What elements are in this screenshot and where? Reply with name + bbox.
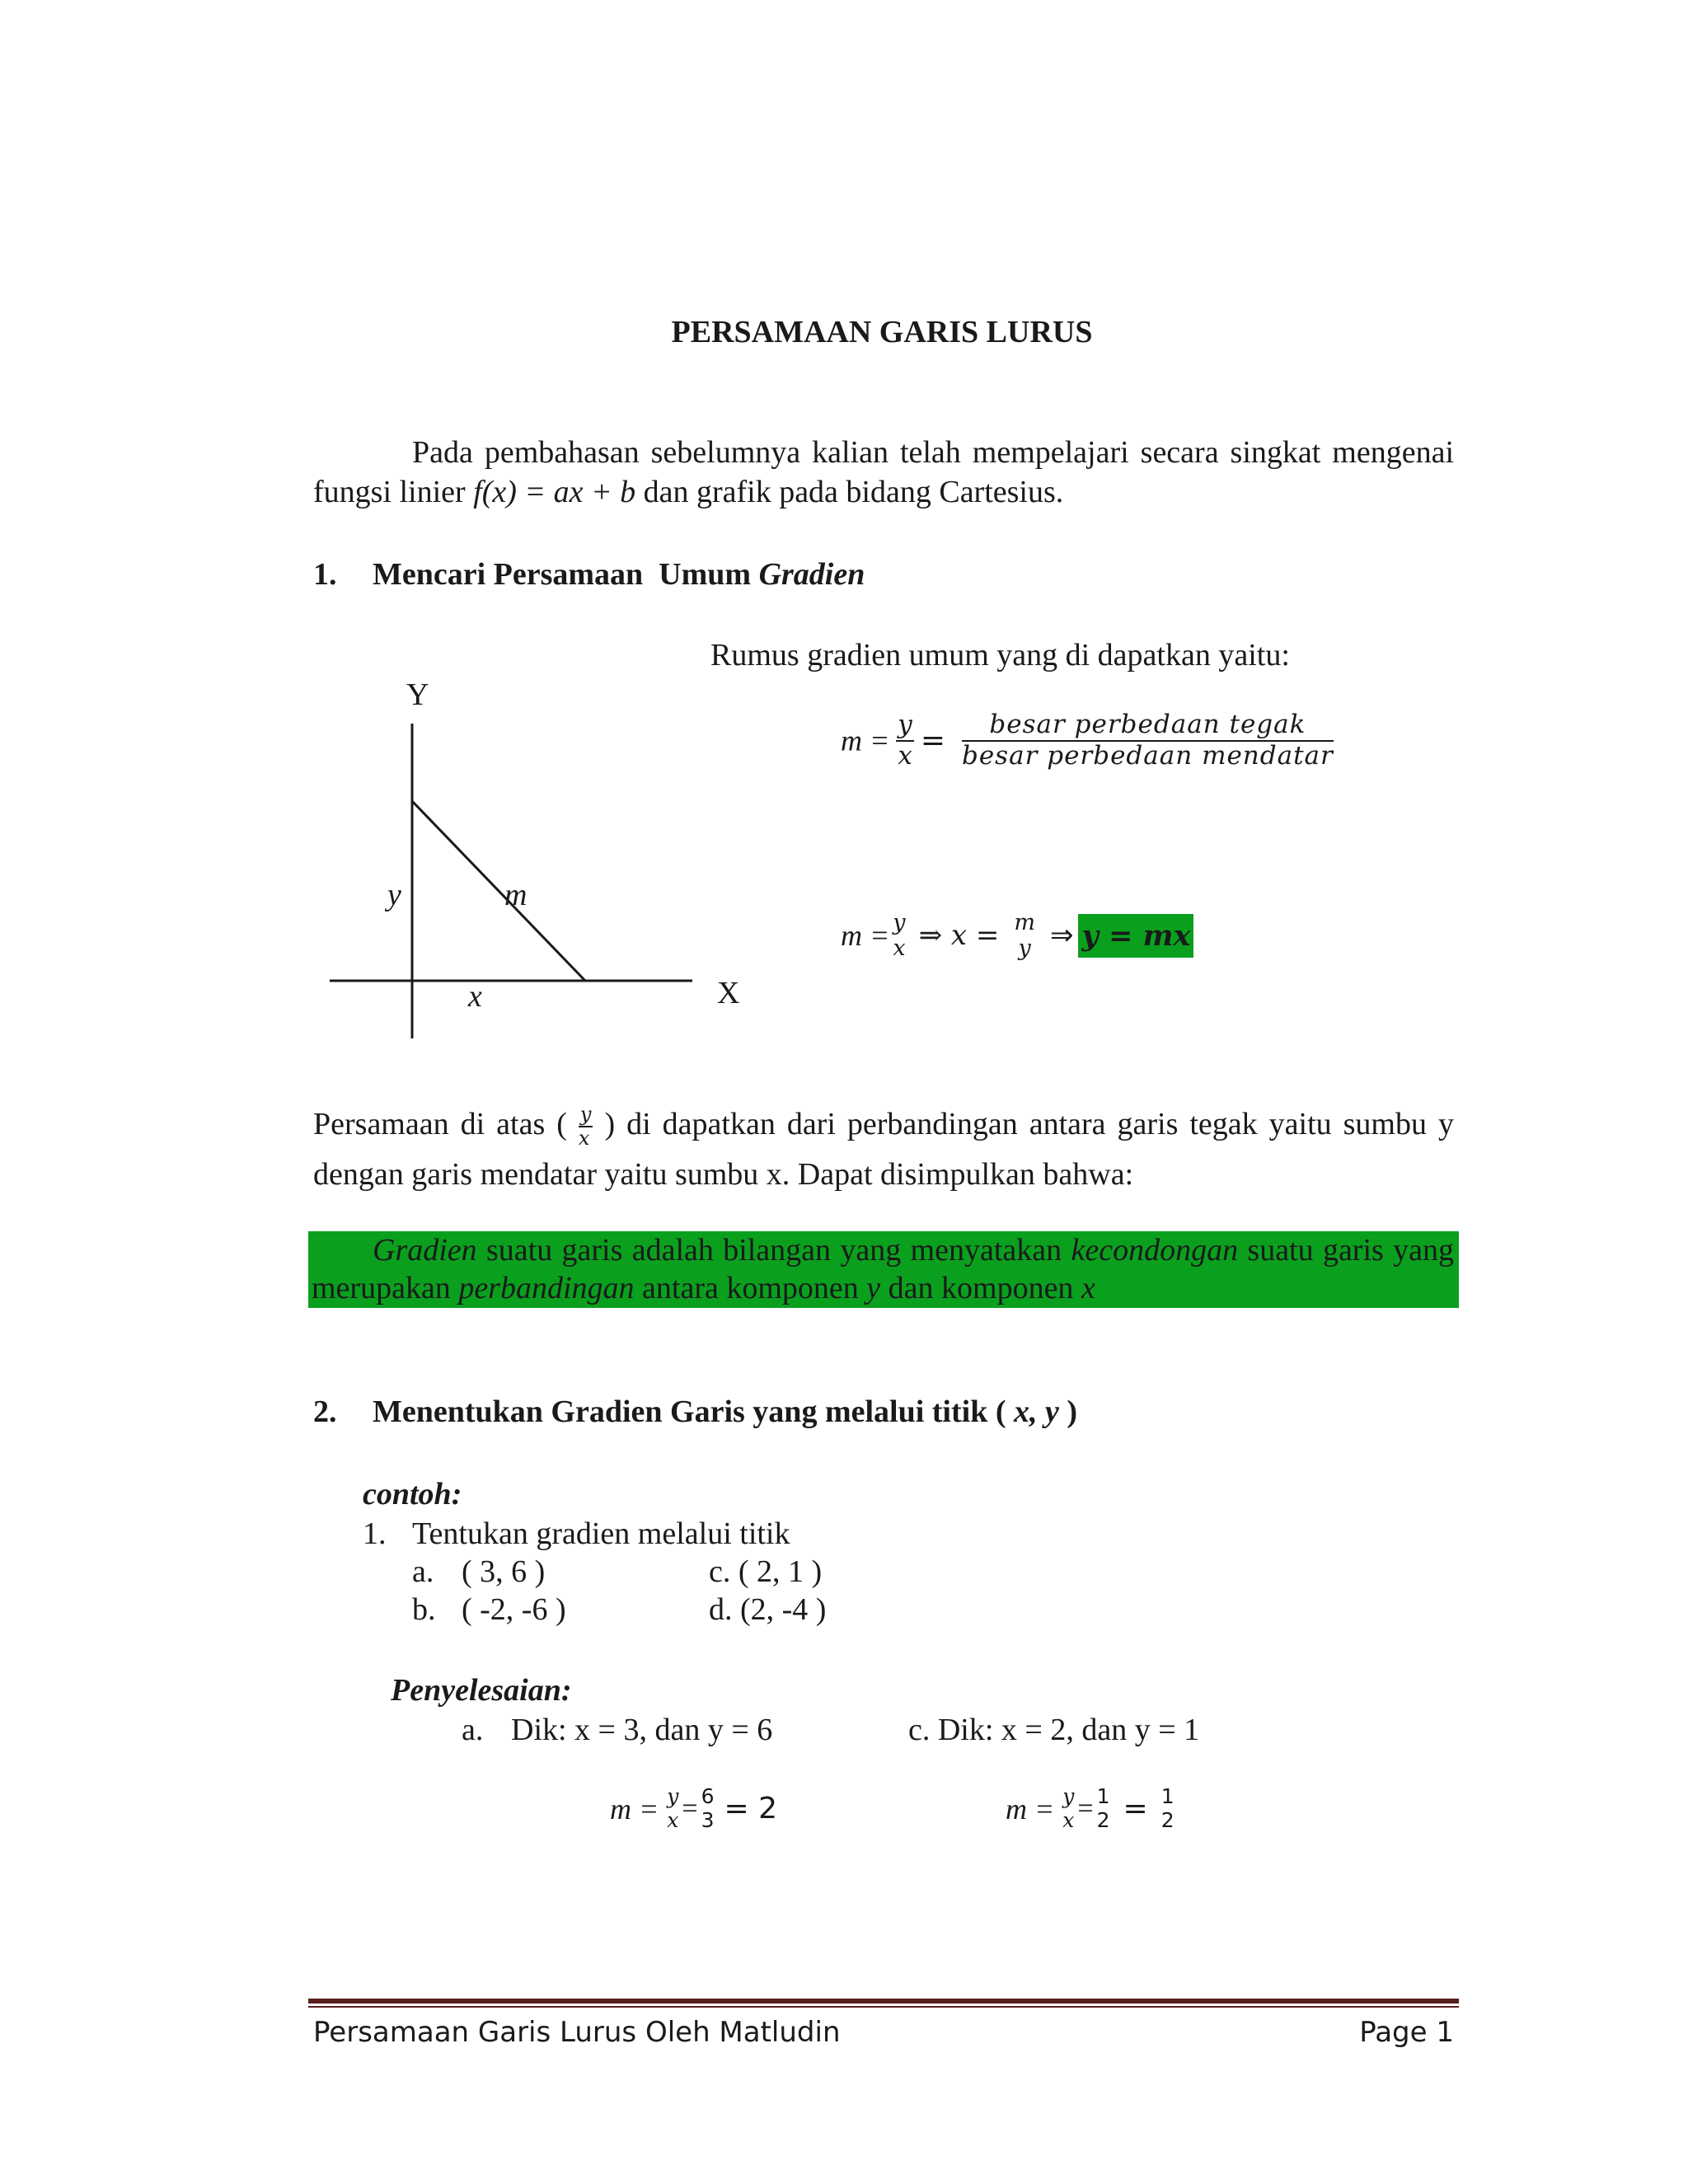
explanation-paragraph [313,1100,1454,1198]
intro-function: f(x) = ax + b [473,475,636,509]
formula2-num: y [893,910,906,935]
solution-c-frac3 [1161,1785,1175,1833]
solution-c-num3: 1 [1160,1784,1175,1808]
solution-a-given: Dik: x = 3, dan y = 6 [511,1713,773,1747]
conclusion-text-4: dan komponen [880,1271,1081,1305]
formula2-arrow2: ⇒ [1049,919,1074,953]
option-d: d. (2, -4 ) [709,1592,827,1627]
solution-c-given: c. Dik: x = 2, dan y = 1 [908,1713,1200,1747]
solution-c-eq1: = [1077,1793,1094,1824]
solution-a-eq1: = [682,1793,698,1824]
section2-heading-italic: x, y [1006,1394,1067,1429]
section2-number: 2. [313,1394,337,1429]
footer-rule-thin [308,2006,1459,2008]
conclusion-highlight [308,1231,1459,1308]
solution-c-num2: 1 [1096,1784,1110,1808]
option-c: c. ( 2, 1 ) [709,1554,823,1589]
slope-line [412,801,585,981]
formula1-fraction [896,710,914,771]
explanation-text-2: ) di dapatkan dari perbandingan antara garis tegak yaitu sumbu y dengan garis mendatar yaitu sumbu x. Dapat disimpulkan bahwa: [313,1107,1454,1192]
option-a-label: a. [412,1554,434,1589]
page-title: PERSAMAAN GARIS LURUS [671,315,1093,349]
rumus-intro: Rumus gradien umum yang di dapatkan yaitu: [710,638,1290,673]
conclusion-term-perbandingan: perbandingan [458,1271,635,1305]
solution-a-m: m = [610,1792,659,1825]
formula1-m: m = [841,724,890,757]
solution-c-eq2: = [1123,1792,1148,1826]
conclusion-text-1: suatu garis adalah bilangan yang menyatakan [476,1233,1071,1268]
formula-gradient-definition [841,710,1334,771]
option-b-label: b. [412,1592,436,1627]
formula2-fraction [893,910,905,961]
solution-c-formula [1006,1785,1175,1833]
formula1-den: x [898,740,912,771]
solution-a-label: a. [462,1713,484,1747]
diagram-y-label: y [387,878,401,912]
formula2-den2: y [1018,935,1031,962]
solution-c-den2: 2 [1096,1807,1110,1832]
conclusion-var-y: y [866,1271,881,1305]
diagram-y-axis-label: Y [406,677,429,712]
section1-heading-italic: Gradien [758,557,865,592]
section1-number: 1. [313,557,337,592]
solution-c-den1: x [1062,1807,1075,1832]
footer-page-number: Page 1 [1359,2016,1454,2049]
conclusion-term-gradien: Gradien [373,1233,477,1268]
intro-text-1: Pada pembahasan sebelumnya kalian telah mempelajari secara singkat mengenai fungsi linier [313,435,1454,509]
diagram-m-label: m [504,878,528,912]
contoh-label: contoh: [363,1477,462,1511]
solution-a-num1: y [667,1784,679,1808]
formula1-num: y [896,710,914,742]
explanation-frac-num: y [579,1104,593,1128]
conclusion-term-kecondongan: kecondongan [1071,1233,1239,1268]
solution-a-result: = 2 [724,1792,778,1826]
option-a-value: ( 3, 6 ) [462,1554,546,1589]
section1-heading [313,555,865,593]
conclusion-var-x: x [1081,1271,1095,1305]
formula1-big-fraction [962,710,1334,771]
question-number: 1. [363,1516,387,1551]
formula2-arrow1: ⇒ x = [918,919,1000,953]
solution-a-formula [610,1785,777,1833]
solution-a-frac2 [701,1785,715,1833]
explanation-text-1: Persamaan di atas ( [313,1107,567,1141]
formula2-m: m = [841,919,890,953]
intro-paragraph [313,433,1454,512]
question-text: Tentukan gradien melalui titik [412,1516,790,1551]
solution-a-frac1 [667,1785,678,1833]
formula2-fraction2 [1014,910,1035,961]
footer-rule-thick [308,1999,1459,2004]
solution-a-den2: 3 [701,1807,715,1832]
intro-text-2: dan grafik pada bidang Cartesius. [635,475,1064,509]
formula1-eq: = [920,724,945,758]
solution-c-frac1 [1062,1785,1074,1833]
solution-a-den1: x [667,1807,679,1832]
penyelesaian-label: Penyelesaian: [391,1673,572,1708]
formula-derivation [841,910,1193,961]
section2-heading-close: ) [1067,1394,1078,1429]
explanation-frac-den: x [578,1127,590,1151]
option-b-value: ( -2, -6 ) [462,1592,566,1627]
formula2-num2: m [1014,910,1035,935]
footer-left: Persamaan Garis Lurus Oleh Matludin [313,2016,841,2049]
section2-heading [313,1393,1078,1431]
section1-heading-text: Mencari Persamaan Umum [373,557,759,592]
solution-c-den3: 2 [1160,1807,1175,1832]
solution-c-frac2 [1097,1785,1110,1833]
formula1-big-den: besar perbedaan mendatar [961,740,1334,771]
formula1-big-num: besar perbedaan tegak [962,710,1334,742]
diagram-x-axis-label: X [717,976,740,1010]
formula2-den: x [893,935,906,962]
gradient-diagram [313,659,775,1055]
solution-c-num1: y [1062,1784,1075,1808]
explanation-fraction [579,1104,593,1151]
section2-heading-text: Menentukan Gradien Garis yang melalui titik ( [373,1394,1006,1429]
diagram-x-label: x [468,979,482,1014]
conclusion-text-2: suatu garis yang merupakan [312,1233,1454,1305]
conclusion-text-3: antara komponen [634,1271,867,1305]
solution-c-m: m = [1006,1792,1055,1825]
formula2-result-highlight: y = mx [1078,914,1193,958]
solution-a-num2: 6 [701,1784,715,1808]
